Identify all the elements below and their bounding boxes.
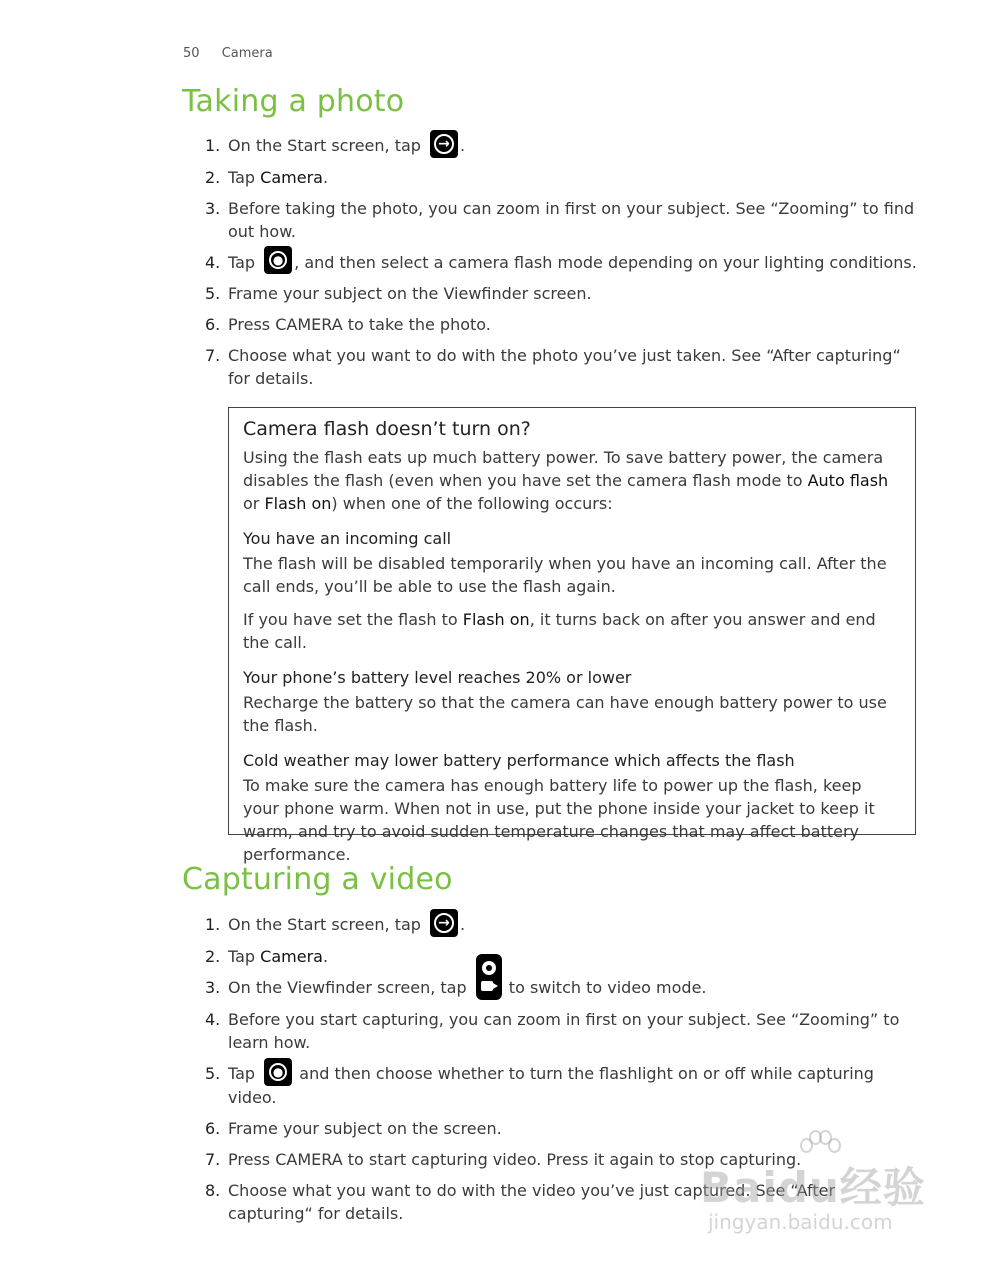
section-title-photo: Taking a photo (182, 84, 405, 119)
step-number: 6. (205, 315, 221, 334)
step-text: On the Start screen, tap (228, 136, 427, 155)
ui-term: Flash on (264, 494, 332, 513)
arrow-right-circle-icon: → (430, 130, 458, 158)
step-text: On the Start screen, tap (228, 915, 427, 934)
flash-note-box (228, 407, 916, 864)
list-item (183, 1062, 923, 1109)
step-text: , and then select a camera flash mode depending on your lighting conditions. (294, 252, 917, 272)
note-case-text: The flash will be disabled temporarily when you have an incoming call. After the call ends, you’ll be able to use the flash again. (243, 554, 887, 596)
step-text: Tap (228, 946, 261, 966)
list-item (183, 945, 923, 968)
step-text: Before you start capturing, you can zoom in first on your subject. See “Zooming” to learn how. (228, 1010, 900, 1052)
step-text: Tap (228, 252, 261, 272)
list-item (183, 313, 923, 336)
step-number: 2. (205, 167, 221, 187)
ui-term: Camera (260, 946, 323, 966)
note-case-title: Your phone’s battery level reaches 20% or lower (243, 668, 632, 687)
list-item (183, 251, 923, 275)
gear-icon: ● (264, 246, 292, 274)
list-item (183, 976, 923, 1001)
step-number: 5. (205, 284, 221, 303)
section-title-video: Capturing a video (182, 862, 453, 897)
note-case-text: If you have set the flash to Flash on, it turns back on after you answer and end the call. (243, 610, 876, 652)
step-number: 6. (205, 1118, 221, 1138)
step-text: . (322, 946, 329, 966)
note-intro: Using the flash eats up much battery power. To save battery power, the camera disables the flash (even when you have set the camera flash mode to Auto flash or Flash on) when one of the following occurs: (243, 448, 889, 513)
step-text: Tap (228, 167, 261, 187)
camera-video-switch-icon (476, 954, 502, 1000)
step-text: . (460, 136, 466, 155)
chapter-title: Camera (221, 46, 273, 61)
watermark-brand: Baidu经验 (700, 1163, 926, 1212)
note-case-title: You have an incoming call (243, 529, 452, 548)
list-item (183, 134, 923, 158)
note-title: Camera flash doesn’t turn on? (243, 418, 531, 440)
step-text: Frame your subject on the screen. (228, 1118, 502, 1138)
step-text: Press CAMERA to start capturing video. Press it again to stop capturing. (228, 1149, 802, 1169)
photo-steps-list (183, 134, 923, 398)
watermark-url: jingyan.baidu.com (708, 1210, 893, 1234)
page-header (183, 46, 273, 61)
step-text: . (322, 167, 329, 187)
step-number: 5. (205, 1064, 221, 1083)
step-number: 3. (205, 977, 221, 997)
step-number: 4. (205, 1010, 221, 1029)
step-text: Press CAMERA to take the photo. (228, 315, 491, 334)
gear-icon: ● (264, 1058, 292, 1086)
step-text: On the Viewfinder screen, tap (228, 977, 472, 997)
step-number: 8. (205, 1180, 221, 1200)
list-item (183, 282, 923, 305)
ui-term: Camera (260, 167, 323, 187)
step-text: and then choose whether to turn the flashlight on or off while capturing video. (228, 1064, 874, 1107)
step-number: 1. (205, 136, 221, 155)
step-text: Choose what you want to do with the photo you’ve just taken. See “After capturing“ for details. (228, 346, 901, 388)
step-number: 2. (205, 946, 221, 966)
note-case-title: Cold weather may lower battery performance which affects the flash (243, 751, 795, 770)
step-text: Frame your subject on the Viewfinder screen. (228, 284, 592, 303)
step-number: 4. (205, 252, 221, 272)
ui-term: Flash on (462, 610, 530, 629)
step-number: 3. (205, 198, 221, 218)
arrow-right-circle-icon: → (430, 909, 458, 937)
list-item (183, 913, 923, 937)
list-item (183, 344, 923, 390)
ui-term: Auto flash (807, 471, 889, 490)
baidu-watermark (700, 1130, 940, 1250)
step-text: Tap (228, 1064, 261, 1083)
list-item (183, 197, 923, 243)
step-number: 7. (205, 1149, 221, 1169)
list-item (183, 166, 923, 189)
step-text: . (460, 915, 466, 934)
step-number: 7. (205, 346, 221, 365)
step-text: to switch to video mode. (503, 977, 707, 997)
page-number: 50 (183, 46, 200, 61)
step-text: Choose what you want to do with the video you’ve just captured. See “After capturing“ for details. (228, 1180, 836, 1223)
step-text: Before taking the photo, you can zoom in first on your subject. See “Zooming” to find out how. (228, 198, 915, 241)
note-case-text: To make sure the camera has enough battery life to power up the flash, keep your phone warm. When not in use, put the phone inside your jacket to keep it warm, and try to avoid sudden temperature changes that may affect battery performance. (243, 776, 875, 864)
note-case-text: Recharge the battery so that the camera can have enough battery power to use the flash. (243, 693, 887, 735)
step-number: 1. (205, 915, 221, 934)
list-item (183, 1008, 923, 1054)
